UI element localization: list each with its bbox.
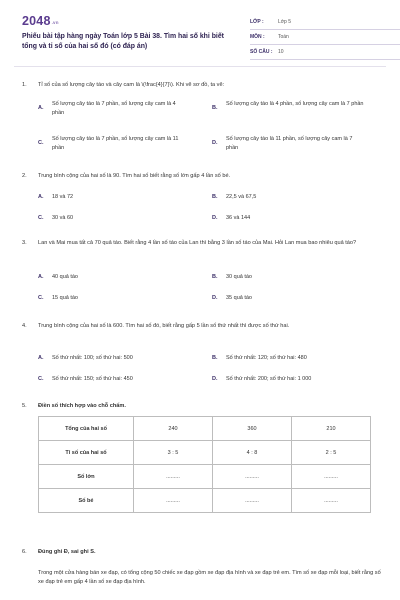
meta-value: Lớp 5 bbox=[278, 19, 292, 25]
question-number: 2. bbox=[22, 173, 27, 179]
meta-info bbox=[250, 15, 400, 60]
table-cell: 3 : 5 bbox=[134, 441, 213, 465]
option-letter: C. bbox=[38, 295, 44, 301]
option-letter: B. bbox=[212, 194, 218, 200]
question-text: Tỉ số của số lượng cây táo và cây cam là \(\frac{4}{7}\). Khi vẽ sơ đồ, ta vẽ: bbox=[38, 82, 225, 88]
table-cell: 210 bbox=[292, 417, 371, 441]
option-letter: C. bbox=[38, 376, 44, 382]
question-6 bbox=[22, 548, 382, 558]
option-text: Số thứ nhất: 100; số thứ hai: 500 bbox=[52, 355, 133, 361]
meta-label: LỚP : bbox=[250, 19, 264, 25]
question-number: 1. bbox=[22, 82, 27, 88]
meta-row-subject bbox=[250, 30, 400, 45]
table-cell: 360 bbox=[213, 417, 292, 441]
question-number: 3. bbox=[22, 240, 27, 246]
question-text: Trung bình cộng của hai số là 90. Tìm hai số biết rằng số lớn gấp 4 lần số bé. bbox=[38, 173, 231, 179]
table-row bbox=[39, 417, 371, 441]
row-label: Số lớn bbox=[39, 465, 134, 489]
option-text: Số lượng cây táo là 4 phần, số lượng cây cam là 7 phần bbox=[226, 101, 364, 107]
table-cell: 4 : 8 bbox=[213, 441, 292, 465]
answer-blank[interactable]: ......... bbox=[292, 465, 371, 489]
option-text: 36 và 144 bbox=[226, 215, 251, 221]
question-number: 6. bbox=[22, 549, 27, 555]
fill-in-table bbox=[38, 416, 371, 513]
row-label: Tỉ số của hai số bbox=[39, 441, 134, 465]
answer-blank[interactable]: ......... bbox=[213, 489, 292, 513]
option-letter: A. bbox=[38, 194, 44, 200]
meta-value: Toán bbox=[278, 34, 289, 40]
option-letter: A. bbox=[38, 355, 44, 361]
question-text: Đúng ghi Đ, sai ghi S. bbox=[38, 549, 96, 555]
option-text: 18 và 72 bbox=[52, 194, 74, 200]
option-text: 22,5 và 67,5 bbox=[226, 194, 257, 200]
option-text: 30 quả táo bbox=[226, 274, 252, 280]
option-text: Số lượng cây táo là 7 phần, số lượng cây cam là 4 phần bbox=[52, 101, 176, 116]
option-letter: C. bbox=[38, 215, 44, 221]
table-cell: 2 : 5 bbox=[292, 441, 371, 465]
question-text: Lan và Mai mua tất cả 70 quả táo. Biết rằng 4 lần số táo của Lan thì bằng 3 lần số táo của Mai. Hỏi Lan mua bao nhiêu quả táo? bbox=[38, 240, 357, 246]
table-row bbox=[39, 489, 371, 513]
question-number: 5. bbox=[22, 403, 27, 409]
option-letter: D. bbox=[212, 215, 218, 221]
option-text: Số thứ nhất: 150; số thứ hai: 450 bbox=[52, 376, 133, 382]
option-text: Số thứ nhất: 200; số thứ hai: 1 000 bbox=[226, 376, 312, 382]
meta-row-count bbox=[250, 45, 400, 60]
option-letter: B. bbox=[212, 355, 218, 361]
answer-blank[interactable]: ......... bbox=[134, 489, 213, 513]
option-text: 30 và 60 bbox=[52, 215, 74, 221]
meta-label: SỐ CÂU : bbox=[250, 49, 273, 55]
question-number: 4. bbox=[22, 323, 27, 329]
site-logo[interactable] bbox=[22, 14, 59, 28]
option-text: 15 quả táo bbox=[52, 295, 78, 301]
row-label: Tổng của hai số bbox=[39, 417, 134, 441]
row-label: Số bé bbox=[39, 489, 134, 513]
option-letter: D. bbox=[212, 376, 218, 382]
question-4 bbox=[22, 322, 382, 342]
option-letter: D. bbox=[212, 295, 218, 301]
question-5 bbox=[22, 402, 382, 412]
question-body-text: Trong một cửa hàng bán xe đạp, có tổng cộng 50 chiếc xe đạp gồm xe đạp địa hình và xe đạp trẻ em. Tìm số xe đạp mỗi loại, biết rằng số xe đạp trẻ em gấp 4 lần số xe đạp địa hình. bbox=[38, 570, 381, 585]
option-letter: A. bbox=[38, 105, 44, 111]
meta-value: 10 bbox=[278, 49, 284, 55]
option-letter: B. bbox=[212, 274, 218, 280]
logo-sub: .vn bbox=[51, 20, 59, 25]
question-2 bbox=[22, 172, 382, 182]
header-divider bbox=[14, 66, 386, 67]
question-text: Điền số thích hợp vào chỗ chấm. bbox=[38, 403, 126, 409]
option-text: Số lượng cây táo là 11 phần, số lượng cây cam là 7 phần bbox=[226, 136, 353, 151]
table-row bbox=[39, 465, 371, 489]
option-letter: C. bbox=[38, 140, 44, 146]
document-title: Phiếu bài tập hàng ngày Toán lớp 5 Bài 38. Tìm hai số khi biết tổng và tỉ số của hai số đó (có đáp án) bbox=[22, 33, 224, 50]
option-text: Số lượng cây táo là 7 phần, số lượng cây cam là 11 phần bbox=[52, 136, 179, 151]
table-row bbox=[39, 441, 371, 465]
option-letter: B. bbox=[212, 105, 218, 111]
option-letter: A. bbox=[38, 274, 44, 280]
answer-blank[interactable]: ......... bbox=[292, 489, 371, 513]
answer-blank[interactable]: ......... bbox=[213, 465, 292, 489]
question-6-body bbox=[38, 569, 383, 589]
question-text: Trung bình cộng của hai số là 600. Tìm hai số đó, biết rằng gấp 5 lần số thứ nhất thì được số thứ hai. bbox=[38, 323, 290, 329]
option-text: 40 quả táo bbox=[52, 274, 78, 280]
option-text: 35 quả táo bbox=[226, 295, 252, 301]
logo-main: 2048 bbox=[22, 14, 51, 28]
table-cell: 240 bbox=[134, 417, 213, 441]
worksheet-header bbox=[22, 12, 382, 57]
question-3 bbox=[22, 239, 382, 259]
meta-row-class bbox=[250, 15, 400, 30]
option-text: Số thứ nhất: 120; số thứ hai: 480 bbox=[226, 355, 307, 361]
meta-label: MÔN : bbox=[250, 34, 265, 40]
answer-blank[interactable]: ......... bbox=[134, 465, 213, 489]
option-letter: D. bbox=[212, 140, 218, 146]
